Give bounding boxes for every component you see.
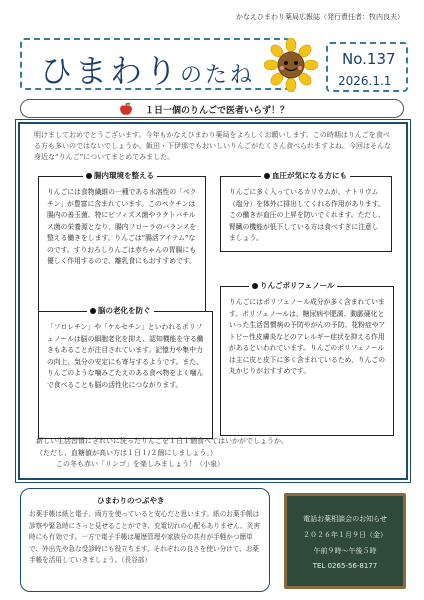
topic-title-polyphenol-text: りんごポリフェノール	[260, 281, 335, 290]
topic-title-blood-pressure	[261, 170, 350, 181]
newsletter-title	[40, 46, 255, 92]
title-small: のたね	[180, 63, 256, 88]
topic-box-polyphenol	[220, 281, 394, 436]
notice-time: 午前９時～午後５時	[313, 547, 377, 555]
murmur-text: お薬手帳は紙と電子、両方を使っていると安心だと思います。紙のお薬手帳は診察や緊急時にさっと見せることができ、充電切れの心配もありません。災害時にも有効です。一方で電子手帳は履歴管理や家族分の共有が手軽かつ簡単で、外出先や急な受診時にも役立ちます。それぞれの良さを使い分けて、お薬手帳を活用していきましょう。（長谷部）	[29, 510, 260, 564]
topic-body-gut: りんごには食物繊維の一種である水溶性の「ペクチン」が豊富に含まれています。このペクチンは腸内の善玉菌、特にビフィズス菌やラクトバチルス菌の栄養源となり、腸内フローラのバランスを整える働きをします。りんごは“腸活アイテム”なのです。すりおろしりんごは赤ちゃんの胃腸にも優しく作用するので、離乳食にもおすすめです。	[47, 188, 197, 265]
closing-line-2: （ただし、血糖値が高い方は１日１/２個にしましょう。）	[36, 448, 217, 457]
bullet-dot-icon	[264, 173, 270, 179]
bullet-dot-icon	[86, 173, 92, 179]
topic-title-gut	[83, 170, 157, 181]
notice-date: ２０２６年１月９日（金）	[303, 531, 387, 539]
bullet-dot-icon	[252, 283, 258, 289]
topic-body-blood-pressure: りんごに多く入っているカリウムが、ナトリウム（塩分）を体外に排出してくれる作用があります。この働きが血圧の上昇を防いでくれます。ただし、腎臓の機能が低下している方は食べすぎに注意しましょう。	[229, 188, 385, 242]
sunflower-mascot-icon	[264, 38, 318, 92]
issue-number: No.137	[342, 50, 396, 68]
topic-box-blood-pressure	[220, 171, 392, 252]
murmur-title: ひまわりのつぶやき	[97, 496, 165, 505]
intro-text: 明けましておめでとうございます。今年もかなえひまわり薬局をよろしくお願いします。この時期はりんごを食べる方も多いのではないでしょうか。飯田・下伊那でもおいしいりんごがたくさん食べられますよね。今回はそんな身近な“りんご”についてまとめてみました。	[34, 131, 391, 161]
issue-date: 2026.1.1	[338, 74, 392, 88]
topic-title-brain	[87, 305, 154, 316]
apple-icon	[119, 102, 133, 116]
bullet-dot-icon	[90, 308, 96, 314]
title-box	[20, 38, 290, 90]
notice-phone: TEL 0265-56-8177	[312, 562, 378, 570]
main-article-frame	[18, 122, 408, 480]
publisher-line: かなえひまわり薬局広報誌（発行責任者：牧内良夫）	[236, 13, 404, 21]
closing-text	[36, 436, 396, 471]
topic-body-brain: 「フロレチン」や「ケルセチン」といわれるポリフェノールは脳の細胞老化を抑え、認知機能を守る働きもあることが注目されています。記憶力や集中力の向上、気分の安定にも寄与するようです。また、りんごのような噛みごたえのある食べ物をよく噛んで食べることも脳の活性化につながります。	[47, 323, 204, 389]
notice-chalkboard	[284, 493, 406, 589]
topic-title-polyphenol	[249, 280, 337, 291]
topic-title-bp-text: 血圧が気になる方にも	[272, 171, 347, 180]
issue-box	[326, 42, 408, 92]
topic-body-polyphenol: りんごにはポリフェノール成分が多く含まれています。ポリフェノールは、糖尿病や肥満、動脈硬化といった生活習慣病の予防やがんの予防、花粉症やアトピー性皮膚炎などのアレルギー症状を抑える作用があるといわれています。りんごのポリフェノールは主に皮と皮下に多く含まれているため、りんごの丸かじりがおすすめです。	[229, 298, 386, 375]
murmur-column	[20, 488, 270, 592]
notice-title: 電話お薬相談会のお知らせ	[303, 515, 387, 523]
closing-line-1: 新しい生活習慣にきれいに洗ったりんごを１日１個食べてはいかがでしょうか。	[36, 437, 288, 445]
topic-title-gut-text: 腸内環境を整える	[94, 171, 154, 180]
topic-box-brain	[38, 306, 213, 439]
topic-title-brain-text: 脳の老化を防ぐ	[98, 306, 151, 315]
headline-banner	[20, 99, 404, 118]
closing-line-3: この冬も赤い「リンゴ」を楽しみましょう！（小泉）	[56, 460, 224, 468]
title-main: ひまわり	[40, 52, 181, 90]
headline: １日一個のりんごで医者いらず！？	[145, 106, 290, 116]
